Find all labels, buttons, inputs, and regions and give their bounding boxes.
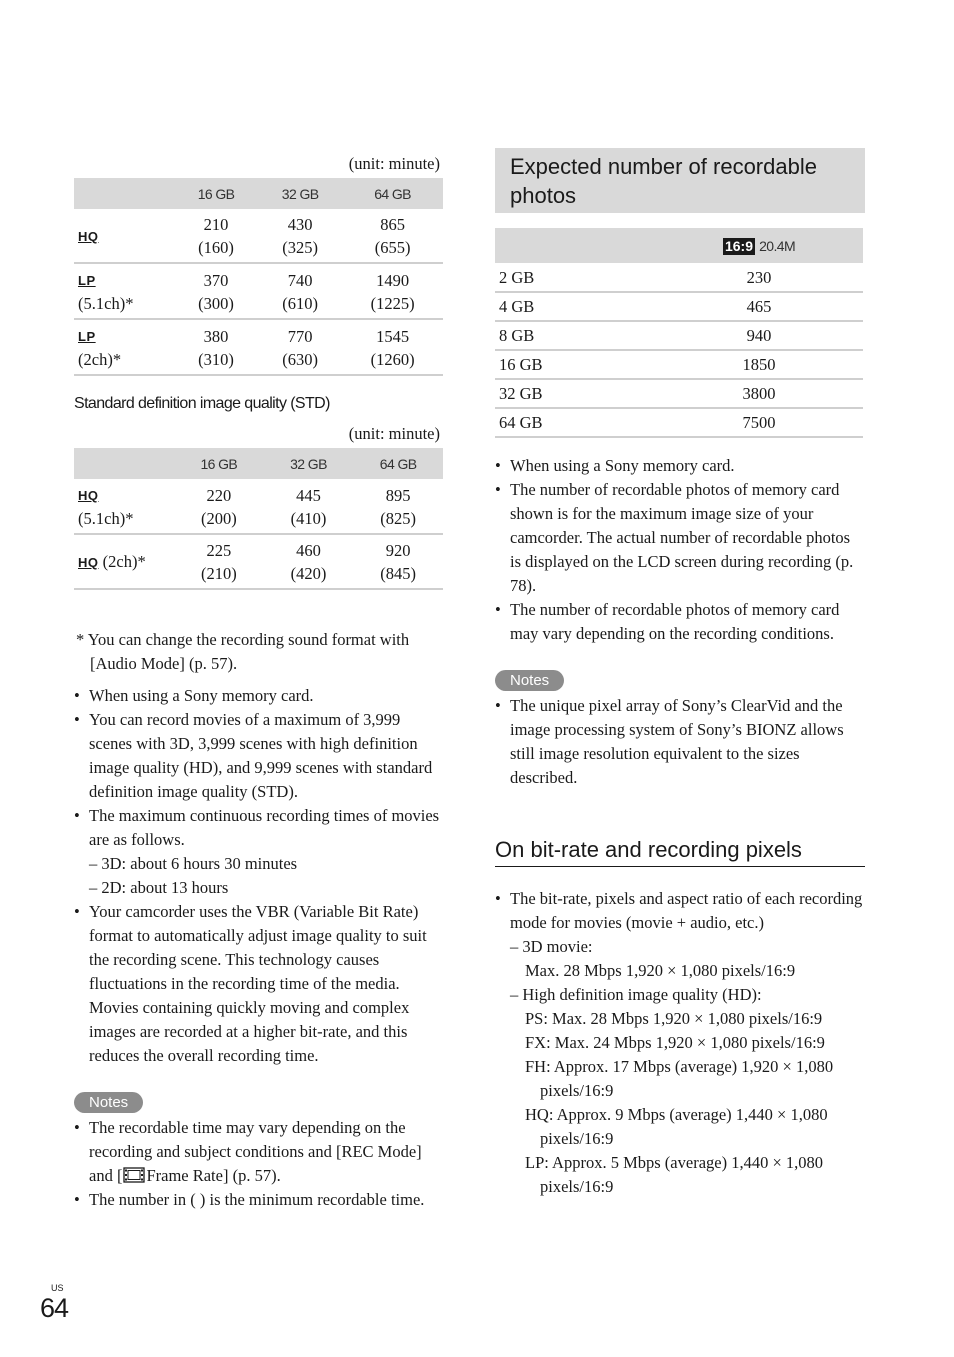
row-label: LP (2ch)* [74,319,174,375]
image-size-label: 20.4M [759,237,796,254]
table-cell: 740 (610) [258,263,342,319]
table-cell: 770 (630) [258,319,342,375]
aspect-16-9-icon: 16:9 [724,237,753,254]
hd-recording-time-table [74,178,443,376]
table-row [74,263,443,319]
page-number-value: 64 [40,1293,69,1323]
lp-mode-icon: LP [78,329,96,344]
list-item: • You can record movies of a maximum of 3,999 scenes with 3D, 3,999 scenes with high definition image quality (HD), and 9,999 scenes with standard definition image quality (STD). [74,708,444,804]
sub-item: – 3D movie: [510,937,593,956]
table-cell: 225 (210) [174,534,264,589]
table-row [74,479,443,534]
photos-section-title: Expected number of recordable photos [495,148,865,213]
hq-mode-icon: HQ [78,229,99,244]
row-label: HQ (2ch)* [74,534,174,589]
header-cell: 16 GB [174,448,264,479]
header-cell: 64 GB [342,178,443,209]
sub-item: HQ: Approx. 9 Mbps (average) 1,440 × 1,080 pixels/16:9 [525,1105,828,1148]
row-label [74,209,174,263]
table-cell: 445 (410) [264,479,354,534]
unit-label: (unit: minute) [348,424,440,443]
header-cell: 32 GB [264,448,354,479]
list-item: • The number of recordable photos of memory card may vary depending on the recording conditions. [495,598,865,646]
film-frame-icon [123,1167,145,1183]
sub-item: FH: Approx. 17 Mbps (average) 1,920 × 1,080 pixels/16:9 [525,1057,834,1100]
sub-item: LP: Approx. 5 Mbps (average) 1,440 × 1,080 pixels/16:9 [525,1153,824,1196]
table-row [74,534,443,589]
header-cell: 64 GB [353,448,443,479]
row-label: HQ (5.1ch)* [74,479,174,534]
bitrate-list [495,887,865,1199]
notes-block [74,1090,444,1212]
header-cell: 16 GB [174,178,258,209]
row-label: LP (5.1ch)* [74,263,174,319]
hq-mode-icon: HQ [78,555,99,570]
hq-mode-icon: HQ [78,488,99,503]
unit-label: (unit: minute) [348,154,440,173]
notes-list [495,694,865,790]
footnote: * You can change the recording sound format with [Audio Mode] (p. 57). [76,630,410,673]
table-cell: 220 (200) [174,479,264,534]
header-cell [74,448,174,479]
list-item: • The unique pixel array of Sony’s ClearVid and the image processing system of Sony’s BIONZ allows still image resolution equivalent to the sizes described. [495,694,865,790]
left-bullet-list [74,684,444,1068]
left-column [74,150,444,1212]
table-cell: 1490 (1225) [342,263,443,319]
sub-item: – High definition image quality (HD): [510,985,762,1004]
table-cell: 370 (300) [174,263,258,319]
bitrate-section-title: On bit-rate and recording pixels [495,836,865,867]
table-row: 64 GB 7500 [495,408,863,437]
header-cell [655,228,863,263]
sub-item: – 2D: about 13 hours [89,878,229,897]
table-cell: 895 (825) [353,479,443,534]
right-bullet-list [495,454,865,646]
lp-mode-icon: LP [78,273,96,288]
table-row [74,209,443,263]
header-cell [495,228,655,263]
sub-item: FX: Max. 24 Mbps 1,920 × 1,080 pixels/16:9 [525,1033,825,1052]
list-item: • When using a Sony memory card. [495,454,865,478]
table-row: 8 GB 940 [495,321,863,350]
table-cell: 920 (845) [353,534,443,589]
list-item: • The number of recordable photos of memory card shown is for the maximum image size of your camcorder. The actual number of recordable photos is displayed on the LCD screen during recording (p. 78). [495,478,865,598]
table-row: 16 GB 1850 [495,350,863,379]
table-row: 4 GB 465 [495,292,863,321]
sub-item: – 3D: about 6 hours 30 minutes [89,854,298,873]
table-header-row [495,228,863,263]
notes-label: Notes [495,670,564,691]
table-cell: 380 (310) [174,319,258,375]
list-item: • When using a Sony memory card. [74,684,444,708]
table-row: 32 GB 3800 [495,379,863,408]
sub-item: PS: Max. 28 Mbps 1,920 × 1,080 pixels/16:9 [525,1009,823,1028]
std-heading: Standard definition image quality (STD) [74,395,330,412]
notes-list [74,1116,444,1212]
page-number [40,1283,68,1323]
list-item: • The maximum continuous recording times of movies are as follows. – 3D: about 6 hours 30 minutes – 2D: about 13 hours [74,804,444,900]
region-label: US [51,1283,64,1293]
sub-item: Max. 28 Mbps 1,920 × 1,080 pixels/16:9 [525,961,796,980]
table-cell: 865 (655) [342,209,443,263]
table-header-row [74,448,443,479]
table-cell: 460 (420) [264,534,354,589]
header-cell: 32 GB [258,178,342,209]
notes-block [495,668,865,790]
table-cell: 1545 (1260) [342,319,443,375]
header-cell [74,178,174,209]
notes-label: Notes [74,1092,143,1113]
std-recording-time-table [74,448,443,590]
table-cell: 430 (325) [258,209,342,263]
table-header-row [74,178,443,209]
table-cell: 210 (160) [174,209,258,263]
list-item: • The number in ( ) is the minimum recordable time. [74,1188,444,1212]
list-item: • The bit-rate, pixels and aspect ratio of each recording mode for movies (movie + audio, etc.) – 3D movie: Max. 28 Mbps 1,920 × 1,080 pixels/16:9 – High definition image quality (HD): PS: Max. 28 Mbps 1,920 × 1,080 pixels/16:9 FX: Max. 24 Mbps 1,920 × 1,080 pixels/16:9 FH: Approx. 17 Mbps (average) 1,920 × 1,080 pixels/16:9 HQ: Approx. 9 Mbps (average) 1,440 × 1,080 pixels/16:9 LP: Approx. 5 Mbps (average) 1,440 × 1,080 pixels/16:9 [495,887,865,1199]
list-item: • Your camcorder uses the VBR (Variable Bit Rate) format to automatically adjust image quality to suit the recording scene. This technology causes fluctuations in the recording time of the media. Movies containing quickly moving and complex images are recorded at a higher bit-rate, and this reduces the overall recording time. [74,900,444,1068]
recordable-photos-table [495,228,863,438]
list-item: • The recordable time may vary depending on the recording and subject conditions and [REC Mode] and [ Frame Rate] (p. 57). [74,1116,444,1188]
table-row: 2 GB 230 [495,263,863,292]
right-column [495,148,865,1199]
table-row [74,319,443,375]
